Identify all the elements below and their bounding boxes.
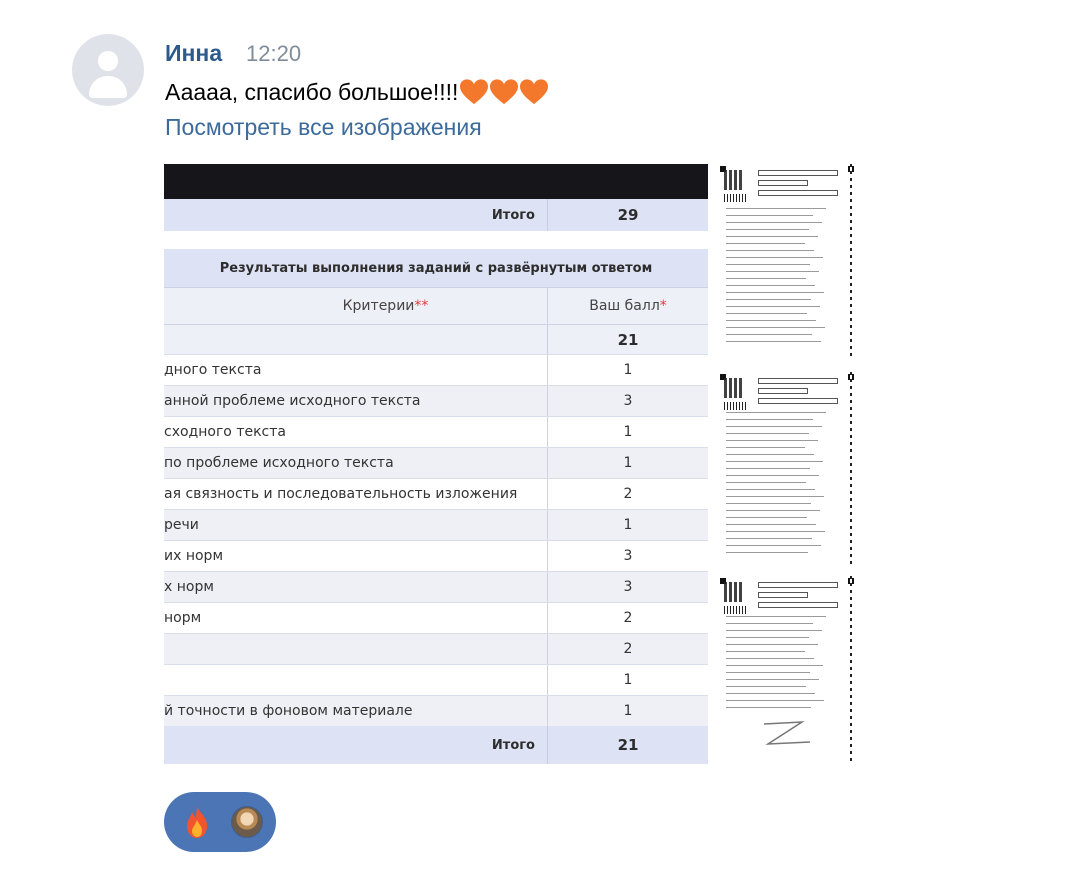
table-row: 1	[164, 664, 708, 695]
message-text: Ааааа, спасибо большое!!!!	[165, 78, 459, 105]
avatar-placeholder-icon	[98, 51, 118, 71]
table-row: ая связность и последовательность изложения 2	[164, 478, 708, 509]
attached-image-answer-form-2[interactable]	[718, 372, 856, 566]
attached-image-answer-form-1[interactable]	[718, 164, 856, 358]
column-header-row: Критерии ** Ваш балл *	[164, 287, 708, 324]
table-row: дного текста 1	[164, 354, 708, 385]
table-row: сходного текста 1	[164, 416, 708, 447]
hearts-group	[459, 78, 549, 106]
table-row: й точности в фоновом материале 1	[164, 695, 708, 726]
table-row: х норм 3	[164, 571, 708, 602]
table-row: их норм 3	[164, 540, 708, 571]
attached-image-answer-form-3[interactable]	[718, 576, 856, 764]
attached-image-results[interactable]	[164, 164, 708, 764]
score-header: Ваш балл	[589, 298, 660, 314]
reactor-avatar[interactable]	[231, 806, 263, 838]
view-all-images-link[interactable]: Посмотреть все изображения	[165, 114, 482, 140]
criteria-header: Критерии	[342, 298, 415, 314]
orange-heart-icon	[489, 78, 519, 106]
table-row: норм 2	[164, 602, 708, 633]
total-row-top: Итого 29	[164, 199, 708, 231]
avatar[interactable]	[72, 34, 144, 106]
total-row-bottom: Итого 21	[164, 726, 708, 764]
message-text-row	[165, 78, 549, 106]
subtotal-row: 21	[164, 324, 708, 354]
orange-heart-icon	[519, 78, 549, 106]
table-row: речи 1	[164, 509, 708, 540]
reaction-button[interactable]	[164, 792, 276, 852]
section-title: Результаты выполнения заданий с развёрнутым ответом	[164, 249, 708, 287]
orange-heart-icon	[459, 78, 489, 106]
table-row: 2	[164, 633, 708, 664]
message-time: 12:20	[246, 41, 302, 66]
table-row: анной проблеме исходного текста 3	[164, 385, 708, 416]
message-author[interactable]: Инна	[165, 40, 223, 66]
table-row: по проблеме исходного текста 1	[164, 447, 708, 478]
fire-icon	[180, 804, 214, 840]
signature-icon	[758, 716, 818, 750]
image-top-bar	[164, 164, 708, 199]
